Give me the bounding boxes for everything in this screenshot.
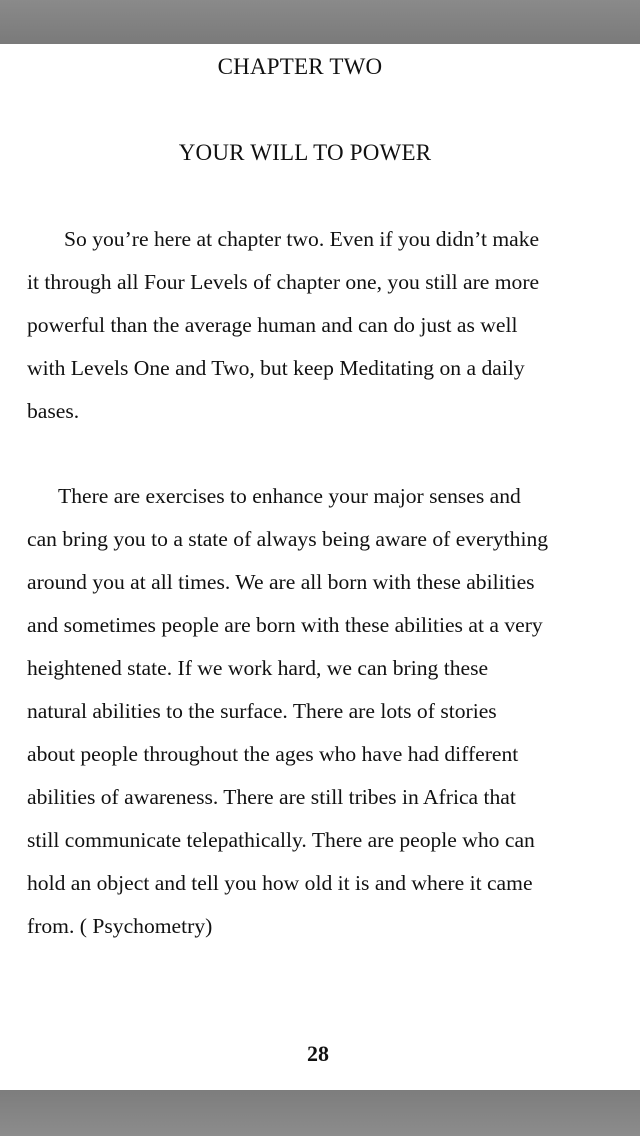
text-line: powerful than the average human and can do just as well (27, 313, 518, 337)
bottom-toolbar[interactable] (0, 1090, 640, 1136)
paragraph-1 (27, 218, 617, 433)
top-toolbar[interactable] (0, 0, 640, 44)
text-line: from. ( Psychometry) (27, 914, 213, 938)
text-line: still communicate telepathically. There are people who can (27, 828, 535, 852)
page-number: 28 (307, 1041, 329, 1066)
section-title: YOUR WILL TO POWER (178, 140, 432, 165)
text-line: heightened state. If we work hard, we can bring these (27, 656, 489, 680)
text-line: about people throughout the ages who have had different (27, 742, 519, 766)
text-line: and sometimes people are born with these abilities at a very (27, 613, 543, 637)
text-line: it through all Four Levels of chapter one, you still are more (27, 270, 540, 294)
text-line: There are exercises to enhance your major senses and (58, 484, 521, 508)
text-line: abilities of awareness. There are still tribes in Africa that (27, 785, 516, 809)
text-line: So you’re here at chapter two. Even if you didn’t make (64, 227, 540, 251)
text-line: natural abilities to the surface. There are lots of stories (27, 699, 497, 723)
chapter-title: CHAPTER TWO (217, 54, 383, 79)
text-line: hold an object and tell you how old it is and where it came (27, 871, 533, 895)
text-line: can bring you to a state of always being aware of everything (27, 527, 549, 551)
text-line: with Levels One and Two, but keep Meditating on a daily (27, 356, 525, 380)
book-page[interactable] (0, 44, 640, 1090)
paragraph-2 (27, 475, 617, 948)
text-line: around you at all times. We are all born with these abilities (27, 570, 535, 594)
text-line: bases. (27, 399, 80, 423)
